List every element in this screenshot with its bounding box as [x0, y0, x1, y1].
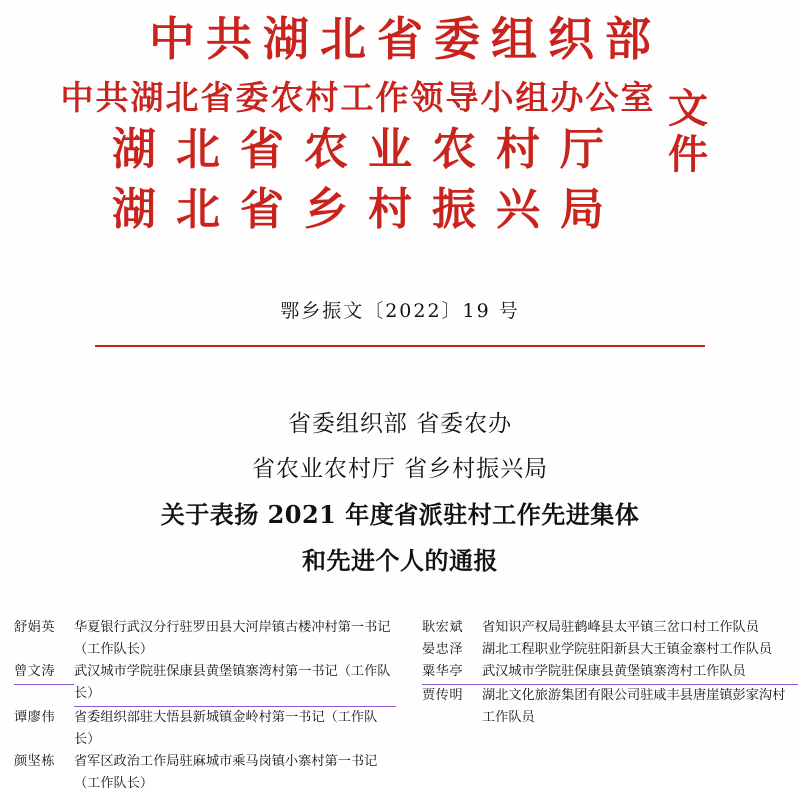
- list-item: [422, 617, 798, 639]
- honoree-description: 武汉城市学院驻保康县黄堡镇寨湾村第一书记（工作队长）: [74, 661, 396, 707]
- honoree-description: 省知识产权局驻鹤峰县太平镇三岔口村工作队员: [482, 620, 759, 635]
- honoree-column-left: [0, 617, 400, 795]
- honoree-description: 省军区政治工作局驻麻城市乘马岗镇小寨村第一书记: [74, 754, 378, 769]
- red-divider-rule: [95, 345, 705, 347]
- list-item: [14, 751, 396, 773]
- title-block: [0, 413, 800, 573]
- document-badge: 文件: [668, 85, 708, 178]
- honoree-name: 舒娟英: [14, 620, 56, 635]
- honoree-description-cont: （工作队长）: [74, 776, 154, 791]
- honoree-name: 晏忠泽: [422, 642, 464, 657]
- list-item: [422, 661, 798, 685]
- honoree-description-cont: （工作队长）: [74, 642, 154, 657]
- list-item: [422, 685, 798, 707]
- title-line-1: 省委组织部 省委农办: [287, 411, 513, 437]
- honoree-description: 华夏银行武汉分行驻罗田县大河岸镇古楼冲村第一书记: [74, 620, 391, 635]
- honoree-description-cont: 工作队员: [482, 710, 535, 725]
- honoree-description: 湖北工程职业学院驻阳新县大王镇金寨村工作队员: [482, 642, 773, 657]
- letterhead-line-4: 湖北省乡村振兴局: [112, 184, 624, 235]
- letterhead: [0, 0, 800, 235]
- title-line-4: 和先进个人的通报: [302, 546, 498, 575]
- letterhead-line-3: 湖北省农业农村厅: [112, 124, 624, 175]
- honoree-description: 湖北文化旅游集团有限公司驻咸丰县唐崖镇彭家沟村: [482, 688, 786, 703]
- honoree-name: 颜坚栋: [14, 754, 56, 769]
- list-item: [14, 617, 396, 639]
- list-item: [422, 639, 798, 661]
- honoree-name: 耿宏斌: [422, 620, 464, 635]
- title-line-3: 关于表扬 2021 年度省派驻村工作先进集体: [160, 500, 640, 529]
- letterhead-line-1: 中共湖北省委组织部: [149, 12, 662, 66]
- honoree-name: 曾文涛: [14, 661, 74, 685]
- honoree-description: 武汉城市学院驻保康县黄堡镇寨湾村工作队员: [482, 661, 798, 685]
- document-number: 鄂乡振文〔2022〕19 号: [280, 300, 520, 322]
- honoree-list: [0, 617, 800, 795]
- honoree-description: 省委组织部驻大悟县新城镇金岭村第一书记（工作队长）: [74, 710, 378, 747]
- honoree-name: 粟华亭: [422, 661, 482, 685]
- honoree-name: 谭廖伟: [14, 710, 56, 725]
- list-item: [14, 707, 396, 751]
- honoree-column-right: [400, 617, 800, 795]
- letterhead-line-2: 中共湖北省委农村工作领导小组办公室: [60, 78, 656, 117]
- title-line-2: 省农业农村厅 省乡村振兴局: [251, 456, 549, 482]
- honoree-name: 贾传明: [422, 688, 464, 703]
- list-item: [14, 661, 396, 707]
